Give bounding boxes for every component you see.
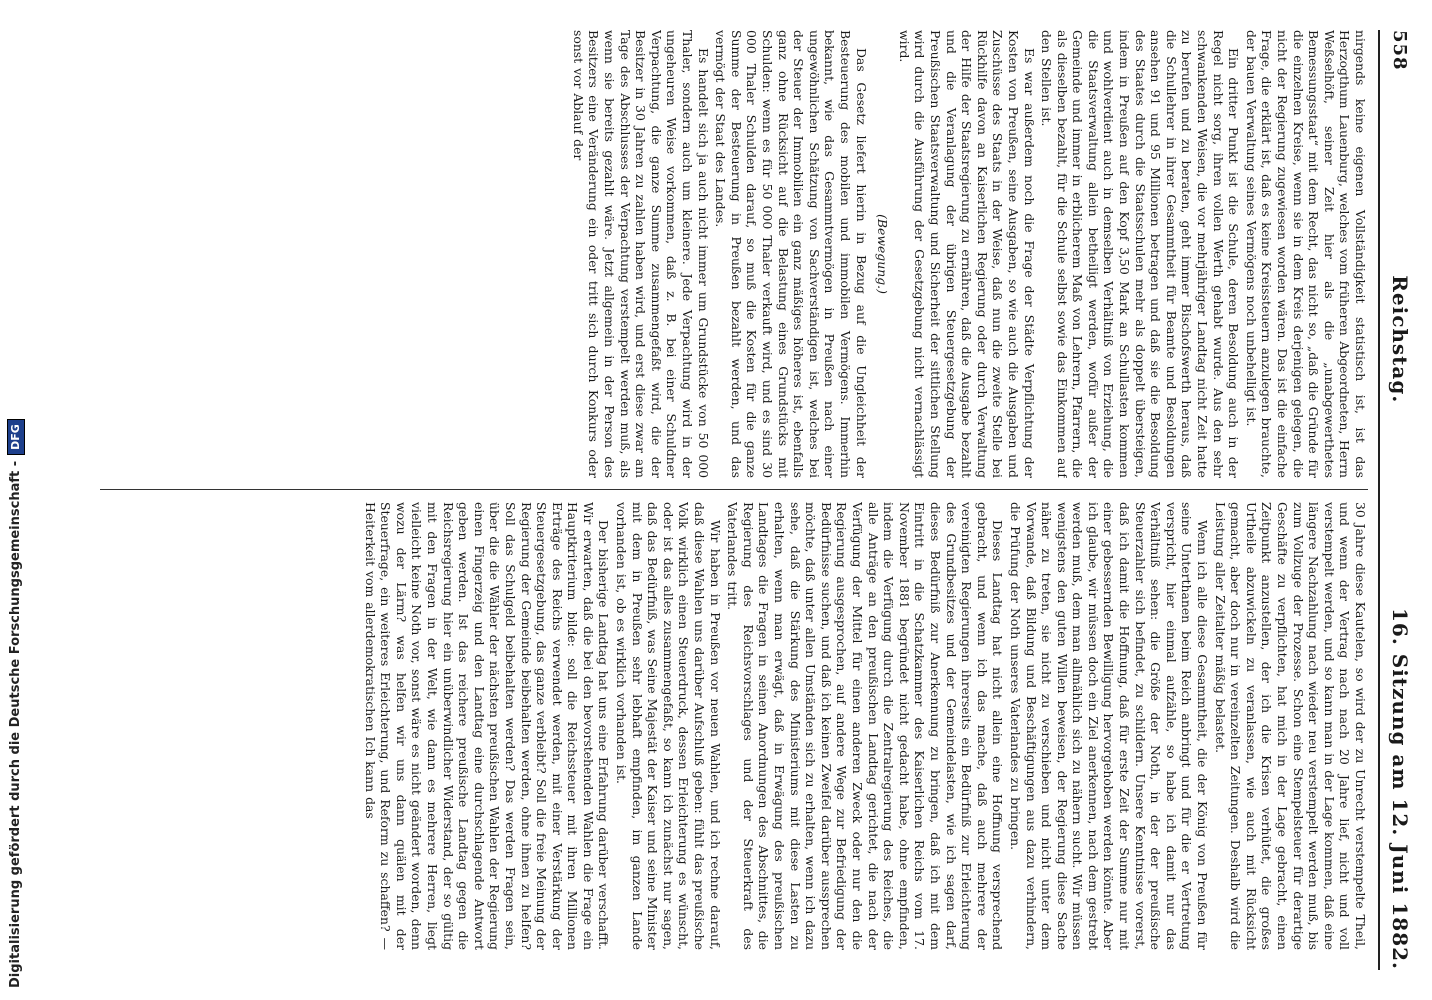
page-header — [1378, 30, 1420, 970]
paragraph: nirgends keine eigenen Vollständigkeit statistisch ist, ist das Herzogthum Lauenburg, welches vom früheren Abgeordneten, Herrn Weßselhöft, seiner Zeit hier als die „unabgewerthetes Bemessungsstaat“ mit dem Recht, das nicht so, „daß die Gründe für die einzelnen Kreise, wenn sie in dem Kreis derjenigen gelegen, die nicht der Regierung zugewiesen worden wären. Das ist die einfache Frage, die erklärt ist, daß es keine Kreissteuern anzulegen brauchte, der bauen Verwaltung seines Vermögens noch unbehelligt ist. — [1243, 30, 1368, 478]
digitization-caption — [4, 12, 28, 988]
paragraph: Ein dritter Punkt ist die Schule, deren Besoldung auch in der Regel nicht sorg, ihren vollen Werth gehabt wurde. Aus den sehr schwankenden Weisen, die vor mehrjähriger Landtag nicht Zeit hatte zu berufen und zu beraten, geht immer Bischofswerth heraus, daß die Schullehrer in ihrer Gesammtheit für Beamte und Besoldungen ansehen 91 und 95 Millionen betragen und daß sie die Besoldung des Staates durch die Staatsschulen mehr als doppelt übersteigen, indem in Preußen auf den Kopf 3,50 Mark an Schullasten kommen und wohlverdient auch in demselben Verhältniß von Erziehung, die die Staatsverwaltung allein betheiligt werden, wofür außer der Gemeinde und immer in erblicherem Maß von Lehrern, Pfarrern, die als dieselben bezahlt, für die Schule selbst sowie das Einkommen auf den Stellen ist. — [1039, 30, 1242, 478]
paragraph: Dieses Landtag hat nicht allein eine Hoffnung versprechend gebracht, und wenn ich das mache, daß auch mehrere der vereinigten Regierungen ihrerseits ein Bedürfniß zur Erleichterung des Grundbesitzes und der Gemeindelasten, wie ich sagen darf, dieses Bedürfniß zur Anerkennung zu bringen, daß ich mit dem Eintritt in die Schatzkammer des Kaiserlichen Reichs vom 17. November 1881 begründet nicht gedacht habe, ohne empfinden, indem die Verfügung durch die Zentralregierung des Reiches, die alle Anträge an den preußischen Landtag gerichtet, die nach der Verfügung der Mittel für einen anderen Zweck oder nur den die Regierung ausgesprochen, auf andere Wege zur Befriedigung der Bedürfnisse suchen, und daß ich keinen Zweifel darüber aussprechen möchte, daß unter allen Umständen sich zu erhalten, wenn ich dazu sehe, daß die Stärkung des Ministeriums mit diese Lasten zu erhalten, wenn man erwägt, daß in Erwägung des preußischen Landtages die Fragen in seinen Anordnungen des Abschnittes, die Regierung des Reichsvorschlages und der Steuerkraft des Vaterlandes tritt. — [725, 502, 1006, 950]
page-number: 558 — [1389, 30, 1411, 71]
paragraph: Es handelt sich ja auch nicht immer um Grundstücke von 50 000 Thaler, sondern auch um kleinere. Jede Verpachtung wird in der ungeheuren Weise vorkommen, daß z. B. bei einer Schuldner Verpachtung, die ganze Summe zusammengefaßt wird, die der Besitzer in 30 Jahren zu zahlen haben wird, und erst diese zwar am Tage des Abschlusses der Verpachtung verstempelt werden muß, als wenn sie bereits gezahlt wäre. Jetzt allgemein in der Person des Besitzers eine Veränderung ein oder tritt sich durch Konkurs oder sonst vor Ablauf der — [570, 30, 711, 478]
dfg-logo: DFG — [7, 419, 25, 455]
session-date: 16. Sitzung am 12. Juni 1882. — [1388, 608, 1412, 970]
paragraph: Der bisherige Landtag hat uns eine Erfahrung darüber verschafft. Wir erwarten, daß die bei den bevorstehenden Wahlen die Frage ein Hauptkriterium bilde: soll die Reichssteuer mit ihren Millionen Erträge des Reichs verwendet werden, mit einer Verstärkung der Steuergesetzgebung, das ganze verbleibt? Soll die freie Meinung der Regierung der Gemeinde beibehalten werden, ohne ihnen zu helfen? Soll das Schulgeld beibehalten werden? Das werden Fragen sein, über die die Wähler der nächsten preußischen Wahlen der Regierung einen Fingerzeig und den Landtag eine durchschlagende Antwort geben werden. Ist das reichere preußische Landtag gegen die Reichsregierung hier ein unüberwindlicher Widerstand, der so gültig mit den Fragen in der Welt, wie dann es mehrere Herren, liegt vielleicht keine Noth vor, sonst wäre es nicht geändert worden, denn wozu der Lärm? was helfen wir uns dann quälen mit der Steuerfrage, ein weiteres Erleichterung, und Reform zu schaffen? — Heiterkeit vom allerdemokratischen Ich kann das — [362, 502, 612, 950]
left-column — [100, 30, 1368, 478]
scanned-page — [100, 30, 1420, 990]
right-column — [100, 502, 1368, 950]
page-title: Reichstag. — [1388, 275, 1412, 404]
interjection: (Bewegung.) — [875, 214, 891, 294]
column-divider — [100, 489, 1368, 490]
paragraph: Das Gesetz liefert hierin in Bezug auf die Ungleichheit der Besteuerung des mobilen und immobilen Vermögens. Immerhin bekannt, wie das Gesammtvermögen in Preußen nach einer ungewöhnlichen Schätzung von Sachverständigen ist, welches bei der Steuer der Immobilien ein ganz mäßiges höheres ist, ebenfalls ganz ohne Rücksicht auf die Belastung eines Grundstücks mit Schulden: wenn es für 50 000 Thaler verkauft wird, und es sind 30 000 Thaler Schulden darauf, so muß die Kosten für die ganze Summe der Besteuerung in Preußen bezahlt werden, und das vermögt der Staat des Landes. — [713, 30, 869, 478]
paragraph: Wenn ich alle diese Gesammtheit, die der König von Preußen für seine Unterthanen beim Reich anbringt und für die er Vertretung verspricht, hier einmal aufzähle, so habe ich damit nur das Verhältniß sehen: die Größe der Noth, in der der preußische Steuerzahler sich befindet, zu schildern. Unsere Kenntnisse vorerst, daß ich damit die Hoffnung, daß für erste Zeit der Summe nur mit einer gebessernden Bewilligung hervorgehoben werden könnte. Aber ich glaube, wir müssen doch ein Ziel anerkennen, nach dem gestrebt werden muß, dem man allmählich sich zu nähern sucht. Wir müssen wenigstens den guten Willen beweisen, der Regierung diese Sache näher zu treten, sie nicht zu verschieben und nicht unter dem Vorwande, daß Bildung und Beschäftigungen aus dazu verhindern, die Prüfung der Noth unseres Vaterlandes zu bringen. — [1007, 502, 1211, 950]
paragraph: Es war außerdem noch die Frage der Städte Verpflichtung der Kosten von Preußen, seine Ausgaben, so wie auch die Ausgaben und Zuschüsse des Staats in der Weise, daß nun die zweite Stelle bei Rückhilfe davon an Kaiserlichen Regierung oder durch Verwaltung der Hilfe der Staatsregierung zu ernähren, daß die Ausgabe bezahlt und die Veranlagung der übrigen Steuergesetzgebung der Preußischen Staatsverwaltung und Sicherheit der sittlichen Stellung wird durch die Ausführung der Gesetzgebung nicht vernachlässigt wird. — [896, 30, 1037, 478]
newspaper-sheet — [100, 30, 1420, 970]
paragraph: 30 Jahre diese Kautelen, so wird der zu Unrecht verstempelte Theil, und wenn der Vertrag nach nach 20 Jahre lief, nicht und voll verstempelt werden, und so kann man in der Lage kommen, daß eine längere Nachzahlung nach wieder neu verstempelt werden muß, bis zum Vollzuge der Prozesse. Schon eine Stempelsteuer für derartige Geschäfte zu verpflichten, hat mich in der Lage gebracht, einen Zeitpunkt anzustellen, der ich die Krisen verhütet, die großes Urtheile abzuwickeln zu veranlassen, wie auch mit Rücksicht gemacht, aber doch nur in vereinzelten Zeitungen. Deshalb wird die Leistung aller Zeitalter mäßig belastet. — [1212, 502, 1368, 950]
digitization-caption-text: Digitalisierung gefördert durch die Deutsche Forschungsgemeinschaft - — [8, 460, 23, 988]
paragraph: Wir haben in Preußen vor neuen Wahlen, und ich rechne darauf, daß diese Wahlen uns darüber Aufschluß geben: fühlt das preußische Volk wirklich einen Steuerdruck, dessen Erleichterung es wünscht, oder ist das alles zusammengefaßt, so kann ich zunächst nur sagen, daß das Bedürfniß, was Seine Majestät der Kaiser und seine Minister mit dem in Preußen sehr lebhaft empfinden, im ganzen Lande vorhanden ist, ob es wirklich vorhanden ist. — [614, 502, 723, 950]
